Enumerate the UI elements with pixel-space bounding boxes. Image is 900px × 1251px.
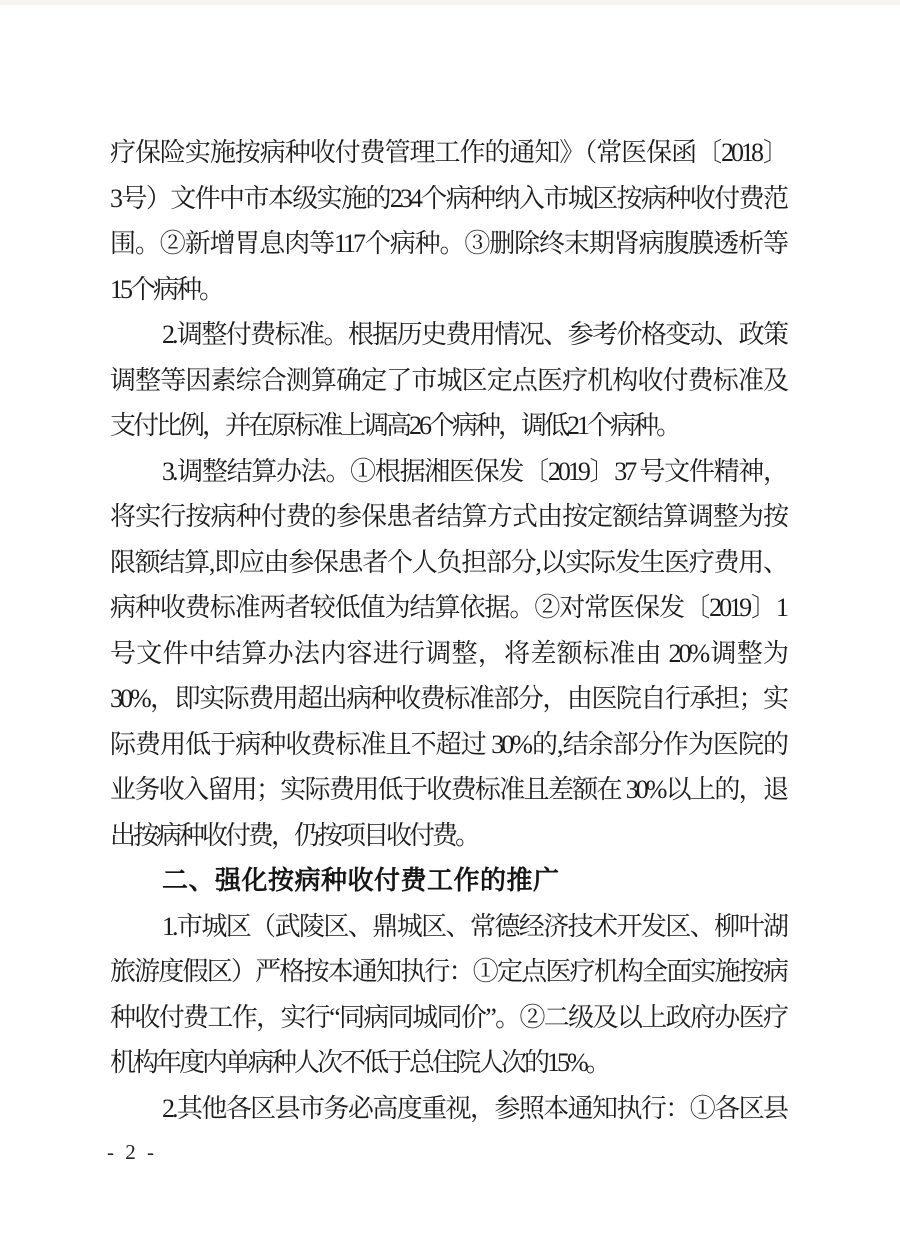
page-number: - 2 - xyxy=(107,1140,157,1164)
scan-edge xyxy=(0,0,900,5)
text-line: 2.其他各区县市务必高度重视，参照本通知执行：①各区县 xyxy=(162,1093,786,1123)
text-line: 3.调整结算办法。①根据湘医保发〔2019〕37 号文件精神， xyxy=(162,456,786,486)
text-line: 支付比例，并在原标准上调高26个病种，调低21个病种。 xyxy=(110,411,680,440)
text-line: 号文件中结算办法内容进行调整，将差额标准由 20%调整为 xyxy=(110,638,786,668)
text-line: 机构年度内单病种人次不低于总住院人次的15%。 xyxy=(110,1048,609,1077)
text-line: 病种收费标准两者较低值为结算依据。②对常医保发〔2019〕1 xyxy=(110,593,786,622)
text-line: 调整等因素综合测算确定了市城区定点医疗机构收付费标准及 xyxy=(110,365,786,395)
text-line: 限额结算,即应由参保患者个人负担部分,以实际发生医疗费用、 xyxy=(110,547,786,577)
text-line: 2.调整付费标准。根据历史费用情况、参考价格变动、政策 xyxy=(162,320,786,349)
text-line: 业务收入留用；实际费用低于收费标准且差额在 30%以上的，退 xyxy=(110,775,786,804)
text-line: 15个病种。 xyxy=(110,274,223,304)
text-line: 3号）文件中市本级实施的234个病种纳入市城区按病种收付费范 xyxy=(110,183,786,213)
text-line: 围。②新增胃息肉等117个病种。③删除终末期肾病腹膜透析等 xyxy=(110,229,786,258)
text-line: 将实行按病种付费的参保患者结算方式由按定额结算调整为按 xyxy=(110,502,786,531)
text-line: 际费用低于病种收费标准且不超过 30%的,结余部分作为医院的 xyxy=(110,729,786,759)
text-line: 出按病种收付费，仍按项目收付费。 xyxy=(110,820,479,850)
text-line: 疗保险实施按病种收付费管理工作的通知》（常医保函〔2018〕 xyxy=(110,138,786,167)
text-line: 1.市城区（武陵区、鼎城区、常德经济技术开发区、柳叶湖 xyxy=(162,911,786,941)
text-line: 30%，即实际费用超出病种收费标准部分，由医院自行承担；实 xyxy=(110,684,786,713)
document-body xyxy=(110,130,786,1131)
text-line: 旅游度假区）严格按本通知执行：①定点医疗机构全面实施按病 xyxy=(110,957,786,986)
section-heading: 二、强化按病种收付费工作的推广 xyxy=(162,865,560,895)
text-line: 种收付费工作，实行“同病同城同价”。②二级及以上政府办医疗 xyxy=(110,1002,786,1032)
